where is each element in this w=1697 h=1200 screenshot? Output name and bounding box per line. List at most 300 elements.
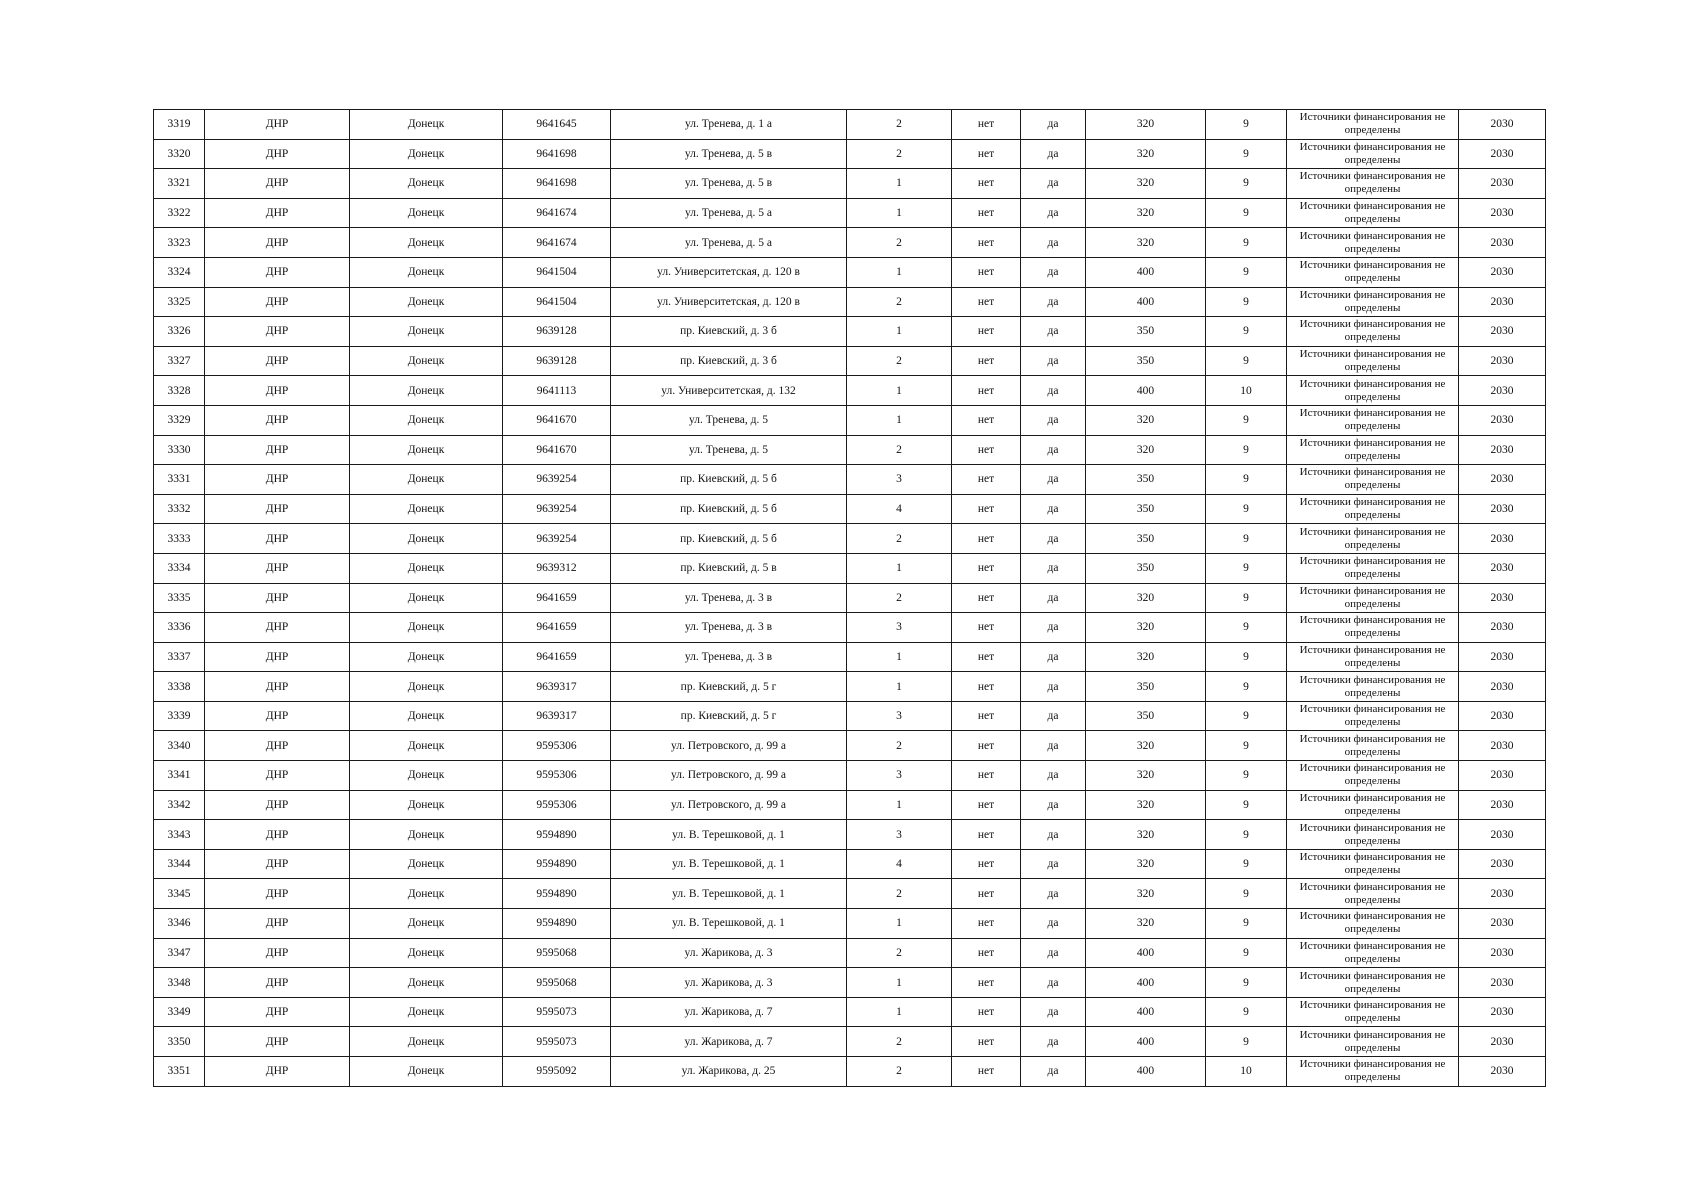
row-number-cell: 3332 [154,494,205,524]
city-cell: Донецк [350,642,503,672]
table-row [154,879,1546,909]
region-cell: ДНР [205,938,350,968]
no-cell: нет [952,376,1021,406]
table-row [154,701,1546,731]
entrance-cell: 1 [847,553,952,583]
year-cell: 2030 [1459,938,1546,968]
floors-cell: 10 [1206,376,1287,406]
year-cell: 2030 [1459,731,1546,761]
no-cell: нет [952,110,1021,140]
no-cell: нет [952,287,1021,317]
entrance-cell: 2 [847,110,952,140]
value-cell: 320 [1086,761,1206,791]
year-cell: 2030 [1459,1057,1546,1087]
no-cell: нет [952,731,1021,761]
region-cell: ДНР [205,287,350,317]
city-cell: Донецк [350,879,503,909]
yes-cell: да [1021,879,1086,909]
row-number-cell: 3345 [154,879,205,909]
region-cell: ДНР [205,1027,350,1057]
yes-cell: да [1021,139,1086,169]
year-cell: 2030 [1459,553,1546,583]
yes-cell: да [1021,790,1086,820]
funding-cell: Источники финансирования не определены [1287,287,1459,317]
yes-cell: да [1021,169,1086,199]
value-cell: 400 [1086,997,1206,1027]
building-id-cell: 9641645 [503,110,611,140]
yes-cell: да [1021,257,1086,287]
no-cell: нет [952,879,1021,909]
value-cell: 350 [1086,317,1206,347]
value-cell: 320 [1086,110,1206,140]
city-cell: Донецк [350,1057,503,1087]
row-number-cell: 3344 [154,849,205,879]
value-cell: 320 [1086,731,1206,761]
entrance-cell: 1 [847,672,952,702]
address-cell: ул. Жарикова, д. 3 [611,968,847,998]
floors-cell: 9 [1206,761,1287,791]
table-row [154,110,1546,140]
address-cell: ул. Петровского, д. 99 а [611,790,847,820]
city-cell: Донецк [350,701,503,731]
region-cell: ДНР [205,790,350,820]
city-cell: Донецк [350,968,503,998]
value-cell: 320 [1086,790,1206,820]
building-id-cell: 9641659 [503,583,611,613]
yes-cell: да [1021,110,1086,140]
city-cell: Донецк [350,405,503,435]
city-cell: Донецк [350,583,503,613]
address-cell: ул. Петровского, д. 99 а [611,761,847,791]
no-cell: нет [952,672,1021,702]
funding-cell: Источники финансирования не определены [1287,346,1459,376]
funding-cell: Источники финансирования не определены [1287,938,1459,968]
no-cell: нет [952,701,1021,731]
entrance-cell: 2 [847,583,952,613]
yes-cell: да [1021,287,1086,317]
address-cell: ул. Тренева, д. 3 в [611,642,847,672]
floors-cell: 9 [1206,435,1287,465]
row-number-cell: 3342 [154,790,205,820]
year-cell: 2030 [1459,169,1546,199]
year-cell: 2030 [1459,820,1546,850]
city-cell: Донецк [350,465,503,495]
funding-cell: Источники финансирования не определены [1287,494,1459,524]
year-cell: 2030 [1459,257,1546,287]
funding-cell: Источники финансирования не определены [1287,169,1459,199]
address-cell: пр. Киевский, д. 5 г [611,701,847,731]
city-cell: Донецк [350,761,503,791]
row-number-cell: 3325 [154,287,205,317]
region-cell: ДНР [205,494,350,524]
floors-cell: 9 [1206,139,1287,169]
table-row [154,820,1546,850]
year-cell: 2030 [1459,909,1546,939]
funding-cell: Источники финансирования не определены [1287,731,1459,761]
no-cell: нет [952,257,1021,287]
building-id-cell: 9595306 [503,790,611,820]
year-cell: 2030 [1459,997,1546,1027]
building-id-cell: 9639317 [503,672,611,702]
region-cell: ДНР [205,1057,350,1087]
entrance-cell: 3 [847,613,952,643]
floors-cell: 9 [1206,849,1287,879]
address-cell: пр. Киевский, д. 5 б [611,465,847,495]
funding-cell: Источники финансирования не определены [1287,1057,1459,1087]
table-row [154,642,1546,672]
no-cell: нет [952,435,1021,465]
yes-cell: да [1021,465,1086,495]
entrance-cell: 1 [847,642,952,672]
table-row [154,731,1546,761]
region-cell: ДНР [205,613,350,643]
value-cell: 320 [1086,849,1206,879]
city-cell: Донецк [350,849,503,879]
entrance-cell: 3 [847,761,952,791]
funding-cell: Источники финансирования не определены [1287,524,1459,554]
region-cell: ДНР [205,228,350,258]
table-row [154,524,1546,554]
table-row [154,938,1546,968]
value-cell: 400 [1086,1057,1206,1087]
year-cell: 2030 [1459,1027,1546,1057]
table-row [154,228,1546,258]
region-cell: ДНР [205,317,350,347]
year-cell: 2030 [1459,879,1546,909]
building-id-cell: 9641670 [503,435,611,465]
row-number-cell: 3324 [154,257,205,287]
row-number-cell: 3322 [154,198,205,228]
row-number-cell: 3327 [154,346,205,376]
entrance-cell: 2 [847,1057,952,1087]
building-id-cell: 9641670 [503,405,611,435]
value-cell: 320 [1086,820,1206,850]
row-number-cell: 3341 [154,761,205,791]
entrance-cell: 4 [847,494,952,524]
row-number-cell: 3331 [154,465,205,495]
address-cell: ул. Тренева, д. 3 в [611,613,847,643]
city-cell: Донецк [350,613,503,643]
address-cell: пр. Киевский, д. 3 б [611,317,847,347]
building-id-cell: 9639254 [503,465,611,495]
funding-cell: Источники финансирования не определены [1287,553,1459,583]
floors-cell: 9 [1206,494,1287,524]
building-id-cell: 9641659 [503,613,611,643]
funding-cell: Источники финансирования не определены [1287,909,1459,939]
row-number-cell: 3351 [154,1057,205,1087]
address-cell: ул. Тренева, д. 5 в [611,139,847,169]
city-cell: Донецк [350,938,503,968]
table-row [154,672,1546,702]
yes-cell: да [1021,761,1086,791]
row-number-cell: 3330 [154,435,205,465]
no-cell: нет [952,494,1021,524]
value-cell: 400 [1086,938,1206,968]
year-cell: 2030 [1459,849,1546,879]
year-cell: 2030 [1459,405,1546,435]
funding-cell: Источники финансирования не определены [1287,376,1459,406]
city-cell: Донецк [350,435,503,465]
yes-cell: да [1021,642,1086,672]
year-cell: 2030 [1459,524,1546,554]
entrance-cell: 1 [847,198,952,228]
no-cell: нет [952,169,1021,199]
no-cell: нет [952,909,1021,939]
year-cell: 2030 [1459,613,1546,643]
table-row [154,257,1546,287]
row-number-cell: 3329 [154,405,205,435]
no-cell: нет [952,198,1021,228]
building-id-cell: 9641698 [503,139,611,169]
year-cell: 2030 [1459,968,1546,998]
floors-cell: 9 [1206,405,1287,435]
entrance-cell: 3 [847,465,952,495]
city-cell: Донецк [350,790,503,820]
region-cell: ДНР [205,257,350,287]
floors-cell: 9 [1206,820,1287,850]
funding-cell: Источники финансирования не определены [1287,405,1459,435]
floors-cell: 9 [1206,879,1287,909]
yes-cell: да [1021,583,1086,613]
funding-cell: Источники финансирования не определены [1287,198,1459,228]
address-cell: ул. В. Терешковой, д. 1 [611,879,847,909]
table-row [154,435,1546,465]
entrance-cell: 1 [847,405,952,435]
row-number-cell: 3337 [154,642,205,672]
entrance-cell: 2 [847,938,952,968]
no-cell: нет [952,790,1021,820]
no-cell: нет [952,228,1021,258]
entrance-cell: 2 [847,228,952,258]
region-cell: ДНР [205,435,350,465]
row-number-cell: 3323 [154,228,205,258]
funding-cell: Источники финансирования не определены [1287,820,1459,850]
table-row [154,1057,1546,1087]
region-cell: ДНР [205,553,350,583]
year-cell: 2030 [1459,317,1546,347]
no-cell: нет [952,405,1021,435]
row-number-cell: 3350 [154,1027,205,1057]
row-number-cell: 3321 [154,169,205,199]
funding-cell: Источники финансирования не определены [1287,228,1459,258]
building-id-cell: 9594890 [503,820,611,850]
address-cell: ул. В. Терешковой, д. 1 [611,909,847,939]
entrance-cell: 1 [847,997,952,1027]
funding-cell: Источники финансирования не определены [1287,968,1459,998]
value-cell: 350 [1086,701,1206,731]
no-cell: нет [952,1057,1021,1087]
funding-cell: Источники финансирования не определены [1287,761,1459,791]
city-cell: Донецк [350,110,503,140]
city-cell: Донецк [350,139,503,169]
row-number-cell: 3336 [154,613,205,643]
yes-cell: да [1021,228,1086,258]
no-cell: нет [952,465,1021,495]
region-cell: ДНР [205,198,350,228]
funding-cell: Источники финансирования не определены [1287,583,1459,613]
table-row [154,465,1546,495]
row-number-cell: 3328 [154,376,205,406]
value-cell: 320 [1086,228,1206,258]
entrance-cell: 2 [847,287,952,317]
building-id-cell: 9641504 [503,287,611,317]
city-cell: Донецк [350,997,503,1027]
building-id-cell: 9595068 [503,968,611,998]
year-cell: 2030 [1459,139,1546,169]
city-cell: Донецк [350,672,503,702]
address-cell: ул. В. Терешковой, д. 1 [611,849,847,879]
floors-cell: 9 [1206,553,1287,583]
entrance-cell: 2 [847,435,952,465]
row-number-cell: 3343 [154,820,205,850]
floors-cell: 9 [1206,642,1287,672]
row-number-cell: 3320 [154,139,205,169]
no-cell: нет [952,553,1021,583]
floors-cell: 9 [1206,198,1287,228]
no-cell: нет [952,849,1021,879]
value-cell: 400 [1086,1027,1206,1057]
building-id-cell: 9595306 [503,731,611,761]
floors-cell: 9 [1206,968,1287,998]
building-id-cell: 9641113 [503,376,611,406]
yes-cell: да [1021,346,1086,376]
entrance-cell: 1 [847,376,952,406]
address-cell: пр. Киевский, д. 5 в [611,553,847,583]
building-id-cell: 9641674 [503,198,611,228]
region-cell: ДНР [205,731,350,761]
city-cell: Донецк [350,494,503,524]
no-cell: нет [952,820,1021,850]
funding-cell: Источники финансирования не определены [1287,110,1459,140]
yes-cell: да [1021,553,1086,583]
building-id-cell: 9639128 [503,346,611,376]
no-cell: нет [952,139,1021,169]
yes-cell: да [1021,909,1086,939]
yes-cell: да [1021,731,1086,761]
no-cell: нет [952,968,1021,998]
building-id-cell: 9641504 [503,257,611,287]
address-cell: ул. Тренева, д. 5 [611,435,847,465]
entrance-cell: 1 [847,317,952,347]
building-id-cell: 9594890 [503,849,611,879]
address-cell: пр. Киевский, д. 3 б [611,346,847,376]
region-cell: ДНР [205,169,350,199]
address-cell: ул. Тренева, д. 3 в [611,583,847,613]
address-cell: ул. Тренева, д. 5 в [611,169,847,199]
entrance-cell: 1 [847,909,952,939]
year-cell: 2030 [1459,110,1546,140]
value-cell: 400 [1086,257,1206,287]
floors-cell: 9 [1206,997,1287,1027]
no-cell: нет [952,583,1021,613]
region-cell: ДНР [205,761,350,791]
building-id-cell: 9594890 [503,909,611,939]
city-cell: Донецк [350,909,503,939]
table-row [154,169,1546,199]
entrance-cell: 1 [847,257,952,287]
value-cell: 350 [1086,524,1206,554]
address-cell: ул. Тренева, д. 5 а [611,198,847,228]
row-number-cell: 3338 [154,672,205,702]
row-number-cell: 3346 [154,909,205,939]
entrance-cell: 2 [847,524,952,554]
funding-cell: Источники финансирования не определены [1287,642,1459,672]
funding-cell: Источники финансирования не определены [1287,701,1459,731]
year-cell: 2030 [1459,198,1546,228]
region-cell: ДНР [205,524,350,554]
row-number-cell: 3334 [154,553,205,583]
table-row [154,287,1546,317]
table-row [154,494,1546,524]
value-cell: 320 [1086,583,1206,613]
funding-cell: Источники финансирования не определены [1287,1027,1459,1057]
yes-cell: да [1021,317,1086,347]
yes-cell: да [1021,494,1086,524]
year-cell: 2030 [1459,701,1546,731]
entrance-cell: 1 [847,169,952,199]
floors-cell: 9 [1206,672,1287,702]
table-row [154,405,1546,435]
row-number-cell: 3349 [154,997,205,1027]
address-cell: ул. Жарикова, д. 3 [611,938,847,968]
entrance-cell: 2 [847,879,952,909]
value-cell: 350 [1086,346,1206,376]
region-cell: ДНР [205,997,350,1027]
address-cell: ул. В. Терешковой, д. 1 [611,820,847,850]
building-id-cell: 9595306 [503,761,611,791]
city-cell: Донецк [350,1027,503,1057]
region-cell: ДНР [205,583,350,613]
address-cell: ул. Жарикова, д. 7 [611,997,847,1027]
no-cell: нет [952,317,1021,347]
year-cell: 2030 [1459,790,1546,820]
building-id-cell: 9595073 [503,1027,611,1057]
entrance-cell: 2 [847,731,952,761]
yes-cell: да [1021,968,1086,998]
building-id-cell: 9639254 [503,494,611,524]
floors-cell: 9 [1206,257,1287,287]
entrance-cell: 2 [847,346,952,376]
floors-cell: 9 [1206,465,1287,495]
floors-cell: 9 [1206,169,1287,199]
address-cell: ул. Тренева, д. 1 а [611,110,847,140]
floors-cell: 9 [1206,110,1287,140]
floors-cell: 9 [1206,524,1287,554]
table-row [154,849,1546,879]
floors-cell: 9 [1206,790,1287,820]
value-cell: 320 [1086,879,1206,909]
city-cell: Донецк [350,346,503,376]
region-cell: ДНР [205,376,350,406]
yes-cell: да [1021,849,1086,879]
row-number-cell: 3339 [154,701,205,731]
year-cell: 2030 [1459,376,1546,406]
no-cell: нет [952,613,1021,643]
region-cell: ДНР [205,405,350,435]
value-cell: 320 [1086,642,1206,672]
table-row [154,139,1546,169]
building-id-cell: 9641659 [503,642,611,672]
city-cell: Донецк [350,198,503,228]
row-number-cell: 3347 [154,938,205,968]
no-cell: нет [952,997,1021,1027]
funding-cell: Источники финансирования не определены [1287,849,1459,879]
table-row [154,317,1546,347]
entrance-cell: 1 [847,790,952,820]
value-cell: 350 [1086,465,1206,495]
funding-cell: Источники финансирования не определены [1287,997,1459,1027]
value-cell: 350 [1086,672,1206,702]
